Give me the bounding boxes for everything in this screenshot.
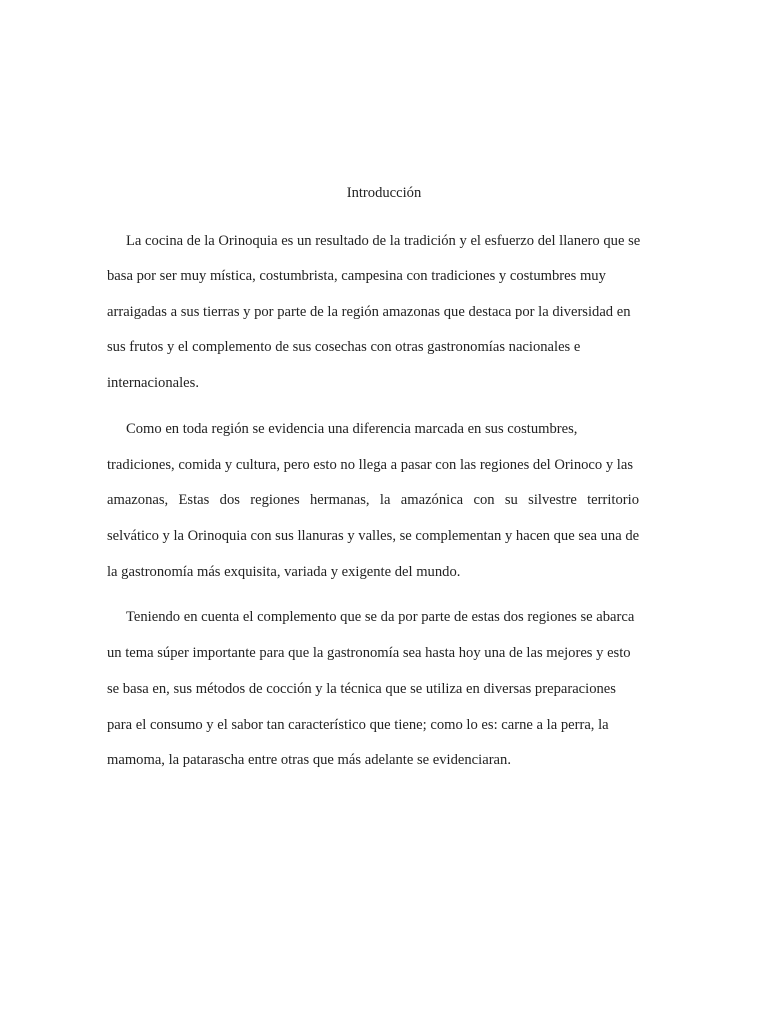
paragraph-3-line-1: Teniendo en cuenta el complemento que se da por parte de estas dos regiones se abarca [126, 609, 635, 625]
paragraph-1-line-1: La cocina de la Orinoquia es un resultado de la tradición y el esfuerzo del llanero que se [126, 233, 641, 249]
paragraph-3-line-3: se basa en, sus métodos de cocción y la técnica que se utiliza en diversas preparaciones [107, 681, 616, 697]
paragraph-2-line-2: tradiciones, comida y cultura, pero esto no llega a pasar con las regiones del Orinoco y las [107, 457, 634, 473]
paragraph-1-line-3: arraigadas a sus tierras y por parte de la región amazonas que destaca por la diversidad en [107, 304, 631, 320]
paragraph-2-line-4: selvático y la Orinoquia con sus llanuras y valles, se complementan y hacen que sea una de [107, 528, 640, 544]
paragraph-2-line-5: la gastronomía más exquisita, variada y exigente del mundo. [107, 564, 461, 580]
paragraph-1-line-2: basa por ser muy mística, costumbrista, campesina con tradiciones y costumbres muy [107, 268, 606, 284]
paragraph-2-line-3: amazonas, Estas dos regiones hermanas, la amazónica con su silvestre territorio [107, 492, 639, 508]
paragraph-3-line-5: mamoma, la patarascha entre otras que más adelante se evidenciaran. [107, 752, 511, 768]
paragraph-3-line-4: para el consumo y el sabor tan característico que tiene; como lo es: carne a la perra, la [107, 717, 609, 733]
paragraph-1-line-4: sus frutos y el complemento de sus cosechas con otras gastronomías nacionales e [107, 339, 581, 355]
page-title: Introducción [346, 185, 422, 201]
paragraph-1-line-5: internacionales. [107, 375, 199, 391]
paragraph-2-line-1: Como en toda región se evidencia una diferencia marcada en sus costumbres, [126, 421, 578, 437]
paragraph-3-line-2: un tema súper importante para que la gastronomía sea hasta hoy una de las mejores y esto [107, 645, 631, 661]
